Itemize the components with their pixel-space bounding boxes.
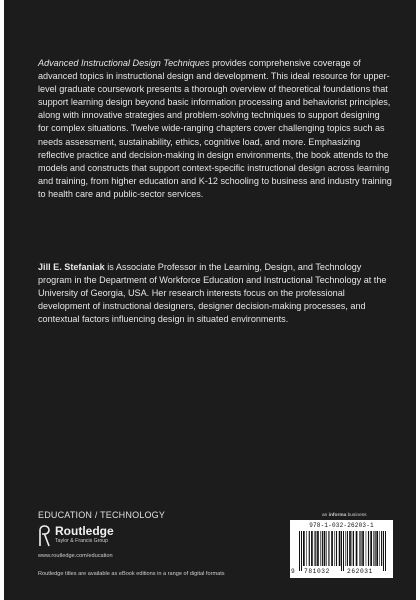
ean-lead-digit: 9 [291, 568, 296, 575]
back-cover [4, 0, 416, 600]
publisher-tagline: Taylor & Francis Group [55, 538, 109, 544]
barcode-guard-bar [383, 531, 384, 571]
barcode-bar [322, 531, 323, 566]
description-text: provides comprehensive coverage of advanced topics in instructional design and development. This ideal resource for upper-level graduate coursework presents a thorough overview of theoretical foundations that support learning design beyond basic information processing and behaviorist principles, along with innovative strategies and problem-solving techniques to support designing for complex situations. Twelve wide-ranging chapters cover challenging topics such as needs assessment, sustainability, ethics, cognitive load, and more. Emphasizing reflective practice and decision-making in design environments, the book attends to the models and constructs that support context-specific instructional design across learning and training, from higher education and K-12 schooling to business and industry training to health care and public-sector services. [38, 58, 392, 199]
barcode-bar [368, 531, 369, 566]
informa-suffix: business [346, 513, 367, 518]
barcode-bar [314, 531, 315, 566]
barcode-guard-bar [299, 531, 300, 571]
barcode-bar [339, 531, 341, 566]
barcode-bar [353, 531, 354, 566]
barcode-bar [331, 531, 333, 566]
ean-group-2: 262031 [347, 568, 373, 575]
barcode-bar [379, 531, 380, 566]
barcode-bar [373, 531, 374, 566]
barcode-bar [362, 531, 364, 566]
barcode [290, 520, 393, 578]
barcode-bar [315, 531, 316, 566]
author-bio [38, 261, 392, 326]
barcode-guard-bar [385, 531, 386, 571]
barcode-guard-bar [301, 531, 302, 571]
barcode-bar [306, 531, 307, 566]
barcode-bar [326, 531, 327, 566]
barcode-bar [359, 531, 360, 566]
barcode-bar [334, 531, 335, 566]
informa-prefix: an [322, 513, 329, 518]
routledge-r-icon [38, 525, 51, 547]
informa-business [322, 513, 367, 518]
book-title: Advanced Instructional Design Techniques [38, 58, 210, 68]
barcode-bar [311, 531, 313, 566]
barcode-bar [336, 531, 337, 566]
subject-category: EDUCATION / TECHNOLOGY [38, 510, 166, 520]
book-description [38, 57, 392, 201]
barcode-bar [360, 531, 361, 566]
ean-group-1: 781032 [304, 568, 330, 575]
barcode-bar [366, 531, 367, 566]
author-bio-text: is Associate Professor in the Learning, Design, and Technology program in the Department of Workforce Education and Instructional Technology at the University of Georgia, USA. Her research interests focus on the professional development of instructional designers, designer decision-making processes, and contextual factors influencing design in situated environments. [38, 262, 387, 325]
barcode-bar [303, 531, 305, 566]
barcode-bar [370, 531, 372, 566]
barcode-bar [352, 531, 353, 566]
barcode-bar [320, 531, 321, 566]
barcode-bar [317, 531, 319, 566]
isbn-text: 978-1-032-26203-1 [309, 522, 374, 529]
barcode-bar [349, 531, 351, 566]
barcode-bar [375, 531, 376, 566]
barcode-bar [328, 531, 329, 566]
informa-name: informa [328, 513, 347, 518]
barcode-bar [324, 531, 326, 566]
barcode-bar [347, 531, 348, 566]
barcode-guard-bar [343, 531, 344, 571]
ebook-note: Routledge titles are available as eBook editions in a range of digital formats [38, 571, 225, 577]
barcode-guard-bar [341, 531, 342, 571]
barcode-bar [309, 531, 310, 566]
barcode-bar [345, 531, 346, 566]
barcode-bar [376, 531, 378, 566]
author-name: Jill E. Stefaniak [38, 262, 105, 272]
barcode-bars [297, 531, 389, 571]
barcode-bar [381, 531, 382, 566]
publisher-name: Routledge [55, 524, 114, 538]
barcode-bar [356, 531, 358, 566]
publisher-url[interactable]: www.routledge.com/education [38, 553, 113, 559]
publisher-logo [38, 525, 114, 547]
